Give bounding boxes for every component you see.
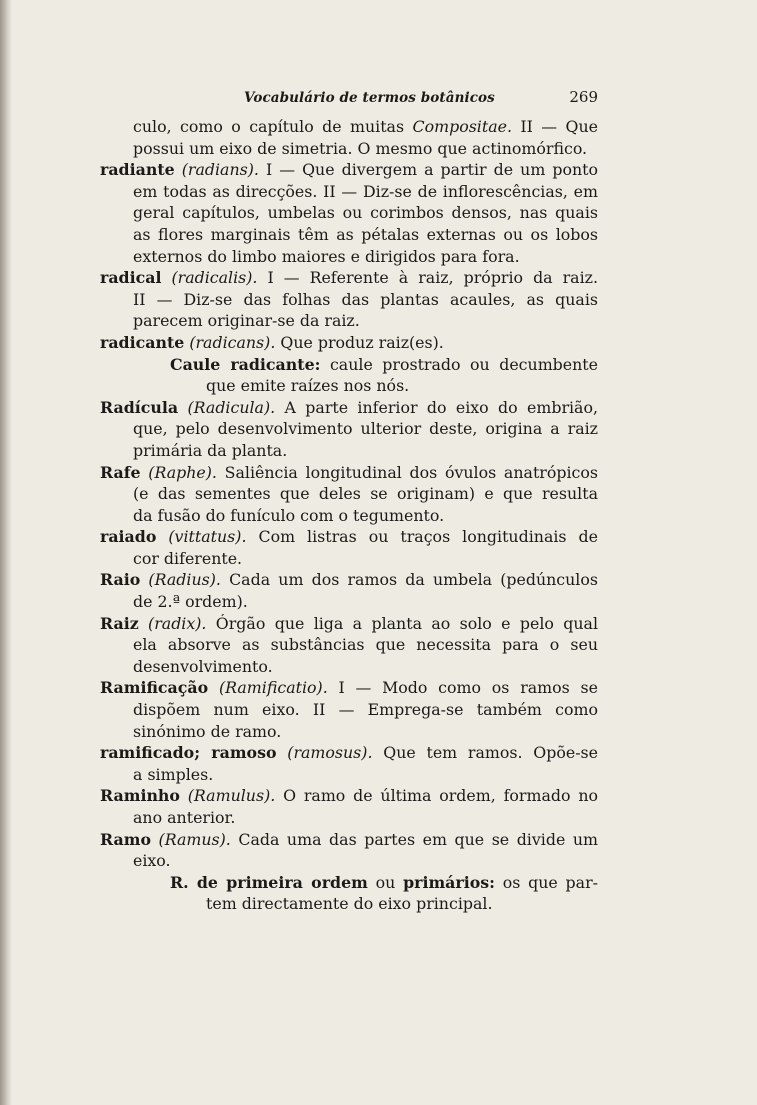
definition-text: caule prostrado ou decumbente xyxy=(320,354,598,374)
entry-headword-line xyxy=(100,526,598,548)
definition-text: dispõem num eixo. II — Emprega-se também como xyxy=(133,700,598,720)
definition-text: primária da planta. xyxy=(133,440,288,460)
entry-headword-line xyxy=(100,677,598,699)
glossary-text xyxy=(100,116,598,915)
latin-term: (Ramus). xyxy=(150,829,231,849)
page-binding-shadow xyxy=(0,0,12,1105)
definition-text: geral capítulos, umbelas ou corimbos densos, nas quais xyxy=(133,203,598,223)
text-line xyxy=(100,505,598,527)
definition-text: desenvolvimento. xyxy=(133,656,273,676)
definition-text: A parte inferior do eixo do embrião, xyxy=(275,397,598,417)
definition-text: Saliência longitudinal dos óvulos anatrópicos xyxy=(216,462,598,482)
definition-text: Órgão que liga a planta ao solo e pelo qual xyxy=(206,613,598,633)
text-line xyxy=(100,375,598,397)
latin-term: (Raphe). xyxy=(140,462,217,482)
latin-term: (Radicula). xyxy=(178,397,276,417)
latin-term: Compositae. xyxy=(412,117,512,136)
definition-text: cor diferente. xyxy=(133,548,243,568)
definition-text: I — Que divergem a partir de um ponto xyxy=(258,160,598,180)
entry-headword-line xyxy=(100,462,598,484)
definition-text: as flores marginais têm as pétalas externas ou os lobos xyxy=(133,224,598,244)
definition-text: tem directamente do eixo principal. xyxy=(206,894,493,914)
headword: Raminho xyxy=(100,786,180,806)
text-line xyxy=(100,850,598,872)
definition-text: I — Modo como os ramos se xyxy=(327,678,598,698)
definition-text: Que tem ramos. Opõe-se xyxy=(372,743,598,763)
definition-text: ou xyxy=(367,872,404,892)
definition-text: II — Que xyxy=(512,117,598,136)
text-line xyxy=(100,246,598,268)
text-line xyxy=(100,699,598,721)
definition-text: Cada um dos ramos da umbela (pedúnculos xyxy=(220,570,598,590)
headword: Rafe xyxy=(100,462,141,482)
text-line xyxy=(100,634,598,656)
definition-text: de 2.ª ordem). xyxy=(133,592,248,612)
entry-headword-line xyxy=(100,569,598,591)
text-line xyxy=(100,721,598,743)
headword: Caule radicante: xyxy=(170,354,321,374)
headword: Radícula xyxy=(100,397,179,417)
page-header xyxy=(100,88,598,110)
definition-text: culo, como o capítulo de muitas xyxy=(133,117,413,136)
text-line xyxy=(100,418,598,440)
headword: R. de primeira ordem xyxy=(170,872,368,892)
running-title: Vocabulário de termos botânicos xyxy=(244,90,495,106)
headword: Raio xyxy=(100,570,141,590)
definition-text: ela absorve as substâncias que necessita para o seu xyxy=(133,635,598,655)
text-line xyxy=(100,202,598,224)
text-line xyxy=(100,591,598,613)
definition-text: sinónimo de ramo. xyxy=(133,721,282,741)
entry-headword-line xyxy=(100,332,598,354)
definition-text: Cada uma das partes em que se divide um xyxy=(230,829,598,849)
headword: radical xyxy=(100,268,162,288)
definition-text: eixo. xyxy=(133,851,171,871)
definition-text: em todas as direcções. II — Diz-se de inflorescências, em xyxy=(133,181,598,201)
text-line xyxy=(100,116,598,138)
page-number: 269 xyxy=(569,88,598,106)
latin-term: (Ramificatio). xyxy=(208,678,328,698)
latin-term: (radians). xyxy=(174,160,259,180)
definition-text: da fusão do funículo com o tegumento. xyxy=(133,505,445,525)
definition-text: Com listras ou traços longitudinais de xyxy=(246,527,598,547)
text-line xyxy=(100,224,598,246)
definition-text: Que produz raiz(es). xyxy=(275,332,444,352)
entry-headword-line xyxy=(100,785,598,807)
headword: radicante xyxy=(100,332,185,352)
text-line xyxy=(100,764,598,786)
definition-text: (e das sementes que deles se originam) e que resulta xyxy=(133,484,598,504)
definition-text: a simples. xyxy=(133,764,214,784)
entry-headword-line xyxy=(100,159,598,181)
text-line xyxy=(100,872,598,894)
entry-headword-line xyxy=(100,397,598,419)
definition-text: possui um eixo de simetria. O mesmo que actinomórfico. xyxy=(133,138,588,158)
definition-text: externos do limbo maiores e dirigidos para fora. xyxy=(133,246,520,266)
text-line xyxy=(100,483,598,505)
entry-headword-line xyxy=(100,613,598,635)
text-line xyxy=(100,893,598,915)
headword: primários: xyxy=(403,872,495,892)
text-line xyxy=(100,807,598,829)
headword: raiado xyxy=(100,527,157,547)
text-line xyxy=(100,181,598,203)
definition-text: que emite raízes nos nós. xyxy=(206,376,410,396)
text-line xyxy=(100,548,598,570)
definition-text: os que par- xyxy=(494,872,598,892)
headword: Ramificação xyxy=(100,678,209,698)
latin-term: (Ramulus). xyxy=(179,786,276,806)
latin-term: (ramosus). xyxy=(276,743,373,763)
text-line xyxy=(100,310,598,332)
definition-text: que, pelo desenvolvimento ulterior deste, origina a raiz xyxy=(133,419,598,439)
definition-text: I — Referente à raiz, próprio da raiz. xyxy=(257,268,598,288)
headword: Raiz xyxy=(100,613,139,633)
latin-term: (radicans). xyxy=(184,332,276,352)
entry-headword-line xyxy=(100,742,598,764)
text-line xyxy=(100,138,598,160)
entry-headword-line xyxy=(100,267,598,289)
headword: ramificado; ramoso xyxy=(100,743,277,763)
latin-term: (radicalis). xyxy=(161,268,258,288)
text-line xyxy=(100,289,598,311)
text-line xyxy=(100,656,598,678)
text-line xyxy=(100,440,598,462)
headword: Ramo xyxy=(100,829,151,849)
latin-term: (radix). xyxy=(138,613,207,633)
definition-text: ano anterior. xyxy=(133,808,236,827)
definition-text: parecem originar-se da raiz. xyxy=(133,311,360,331)
latin-term: (Radius). xyxy=(140,570,221,590)
latin-term: (vittatus). xyxy=(156,527,247,547)
text-line xyxy=(100,354,598,376)
definition-text: O ramo de última ordem, formado no xyxy=(275,786,598,806)
definition-text: II — Diz-se das folhas das plantas acaules, as quais xyxy=(133,289,598,309)
headword: radiante xyxy=(100,160,175,180)
entry-headword-line xyxy=(100,829,598,851)
